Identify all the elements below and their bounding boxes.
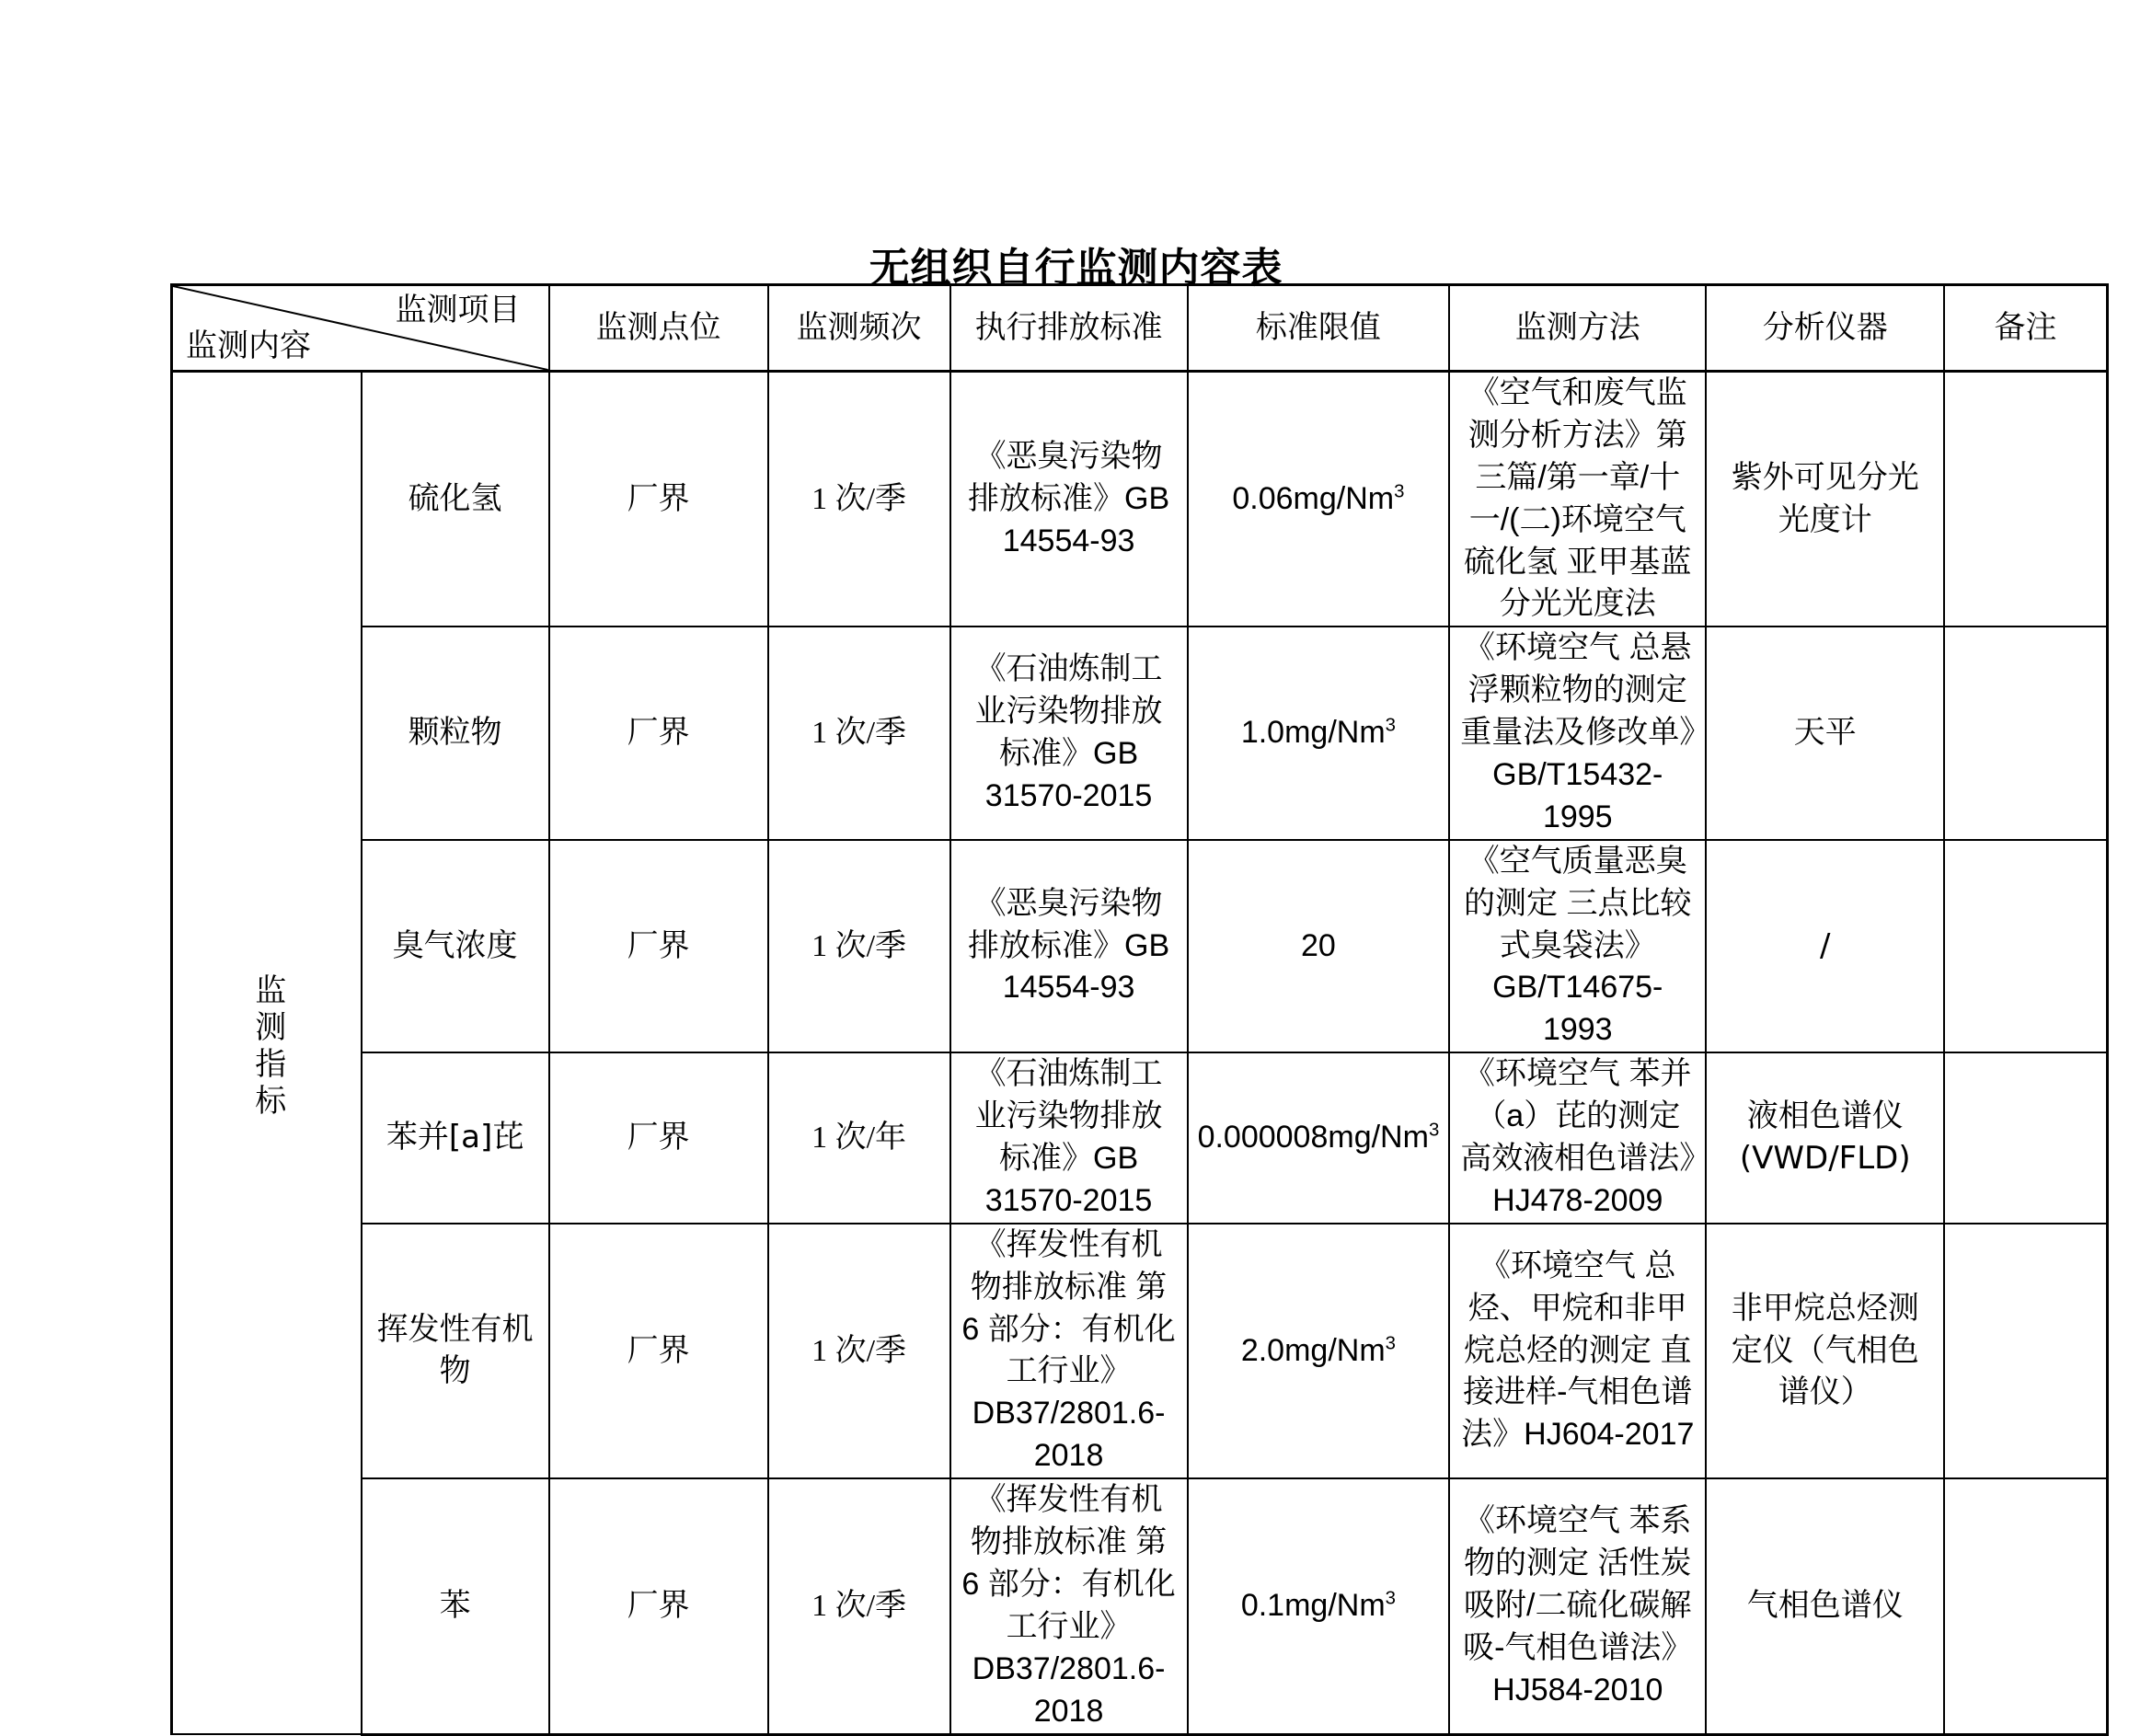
limit-cell bbox=[1188, 840, 1450, 1052]
limit-cell bbox=[1188, 627, 1450, 839]
instrument-cell: 非甲烷总烃测定仪（气相色谱仪） bbox=[1706, 1224, 1944, 1478]
limit-cell bbox=[1188, 372, 1450, 627]
frequency-cell: 1 次/季 bbox=[768, 1224, 950, 1478]
item-cell: 臭气浓度 bbox=[362, 840, 549, 1052]
frequency-cell: 1 次/季 bbox=[768, 1478, 950, 1734]
frequency-cell: 1 次/季 bbox=[768, 627, 950, 839]
standard-cell: 《挥发性有机物排放标准 第 6 部分：有机化工行业》DB37/2801.6-2018 bbox=[950, 1224, 1188, 1478]
point-cell: 厂界 bbox=[549, 372, 768, 627]
column-header-point: 监测点位 bbox=[549, 285, 768, 372]
instrument-cell: 天平 bbox=[1706, 627, 1944, 839]
column-header-limit: 标准限值 bbox=[1188, 285, 1450, 372]
table-row bbox=[172, 1224, 2108, 1478]
diagonal-header-cell bbox=[172, 285, 549, 372]
limit-value: 2.0mg/Nm bbox=[1240, 1332, 1386, 1368]
frequency-cell: 1 次/年 bbox=[768, 1052, 950, 1224]
table-row bbox=[172, 627, 2108, 839]
limit-cell bbox=[1188, 1478, 1450, 1734]
method-cell: 《环境空气 总烃、甲烷和非甲烷总烃的测定 直接进样-气相色谱法》HJ604-2017 bbox=[1449, 1224, 1706, 1478]
group-label-cell bbox=[172, 372, 362, 1735]
table-row bbox=[172, 372, 2108, 627]
frequency-cell: 1 次/季 bbox=[768, 840, 950, 1052]
standard-cell: 《石油炼制工业污染物排放标准》GB 31570-2015 bbox=[950, 1052, 1188, 1224]
instrument-cell: / bbox=[1706, 840, 1944, 1052]
remark-cell bbox=[1944, 1224, 2107, 1478]
point-cell: 厂界 bbox=[549, 627, 768, 839]
table-row bbox=[172, 1052, 2108, 1224]
standard-cell: 《挥发性有机物排放标准 第 6 部分：有机化工行业》DB37/2801.6-2018 bbox=[950, 1478, 1188, 1734]
method-cell: 《环境空气 总悬浮颗粒物的测定 重量法及修改单》GB/T15432-1995 bbox=[1449, 627, 1706, 839]
remark-cell bbox=[1944, 840, 2107, 1052]
monitoring-table bbox=[170, 283, 2109, 1736]
diagonal-header-bottom: 监测内容 bbox=[186, 328, 311, 365]
item-cell: 挥发性有机物 bbox=[362, 1224, 549, 1478]
frequency-cell: 1 次/季 bbox=[768, 372, 950, 627]
limit-superscript: 3 bbox=[1385, 1588, 1396, 1609]
column-header-standard: 执行排放标准 bbox=[950, 285, 1188, 372]
method-cell: 《环境空气 苯系物的测定 活性炭吸附/二硫化碳解吸-气相色谱法》HJ584-2010 bbox=[1449, 1478, 1706, 1734]
point-cell: 厂界 bbox=[549, 1478, 768, 1734]
item-cell: 硫化氢 bbox=[362, 372, 549, 627]
group-label: 监测指标 bbox=[248, 973, 286, 1121]
limit-cell bbox=[1188, 1052, 1450, 1224]
column-header-method: 监测方法 bbox=[1449, 285, 1706, 372]
limit-cell bbox=[1188, 1224, 1450, 1478]
remark-cell bbox=[1944, 627, 2107, 839]
item-cell: 苯 bbox=[362, 1478, 549, 1734]
method-cell: 《空气质量恶臭的测定 三点比较式臭袋法》GB/T14675-1993 bbox=[1449, 840, 1706, 1052]
header-row bbox=[172, 285, 2108, 372]
limit-value: 0.06mg/Nm bbox=[1232, 480, 1395, 516]
limit-value: 1.0mg/Nm bbox=[1240, 715, 1386, 751]
page-title: 无组织自行监测内容表 bbox=[869, 245, 1283, 292]
item-cell: 颗粒物 bbox=[362, 627, 549, 839]
table-row bbox=[172, 1478, 2108, 1734]
point-cell: 厂界 bbox=[549, 1224, 768, 1478]
instrument-cell: 气相色谱仪 bbox=[1706, 1478, 1944, 1734]
column-header-remark: 备注 bbox=[1944, 285, 2107, 372]
limit-value: 20 bbox=[1301, 927, 1336, 963]
remark-cell bbox=[1944, 1052, 2107, 1224]
column-header-frequency: 监测频次 bbox=[768, 285, 950, 372]
instrument-cell: 紫外可见分光光度计 bbox=[1706, 372, 1944, 627]
method-cell: 《空气和废气监测分析方法》第三篇/第一章/十一/(二)环境空气 硫化氢 亚甲基蓝分光光度法 bbox=[1449, 372, 1706, 627]
remark-cell bbox=[1944, 372, 2107, 627]
remark-cell bbox=[1944, 1478, 2107, 1734]
item-cell: 苯并[a]芘 bbox=[362, 1052, 549, 1224]
standard-cell: 《恶臭污染物排放标准》GB 14554-93 bbox=[950, 840, 1188, 1052]
limit-superscript: 3 bbox=[1428, 1120, 1440, 1141]
method-cell: 《环境空气 苯并（a）芘的测定 高效液相色谱法》HJ478-2009 bbox=[1449, 1052, 1706, 1224]
limit-superscript: 3 bbox=[1394, 481, 1405, 502]
point-cell: 厂界 bbox=[549, 1052, 768, 1224]
instrument-cell: 液相色谱仪(VWD/FLD) bbox=[1706, 1052, 1944, 1224]
diagonal-header-top: 监测项目 bbox=[395, 292, 521, 328]
standard-cell: 《石油炼制工业污染物排放标准》GB 31570-2015 bbox=[950, 627, 1188, 839]
limit-superscript: 3 bbox=[1385, 1333, 1396, 1354]
column-header-instrument: 分析仪器 bbox=[1706, 285, 1944, 372]
limit-superscript: 3 bbox=[1385, 715, 1396, 736]
standard-cell: 《恶臭污染物排放标准》GB 14554-93 bbox=[950, 372, 1188, 627]
limit-value: 0.000008mg/Nm bbox=[1197, 1120, 1429, 1155]
limit-value: 0.1mg/Nm bbox=[1240, 1587, 1386, 1623]
point-cell: 厂界 bbox=[549, 840, 768, 1052]
table-row bbox=[172, 840, 2108, 1052]
